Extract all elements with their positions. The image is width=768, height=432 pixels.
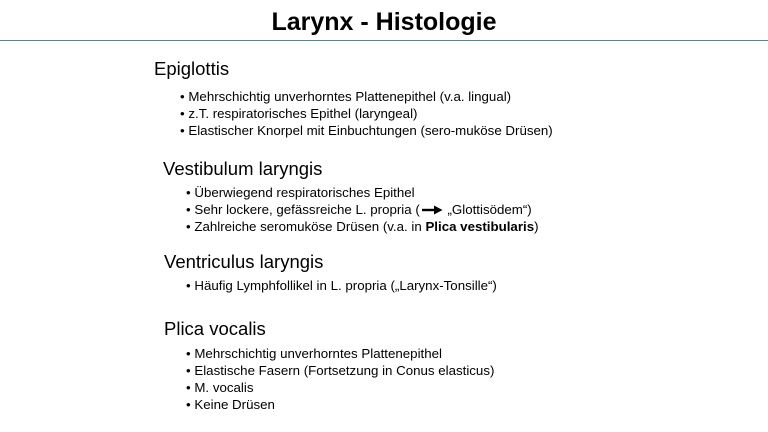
list-item: • M. vocalis bbox=[186, 379, 494, 396]
list-item: • Überwiegend respiratorisches Epithel bbox=[186, 184, 539, 201]
list-item-text: „Glottisödem“) bbox=[443, 202, 532, 217]
list-item: • Mehrschichtig unverhorntes Plattenepithel (v.a. lingual) bbox=[180, 88, 553, 105]
section-vestibulum-laryngis bbox=[163, 158, 539, 235]
right-arrow-icon bbox=[421, 205, 443, 215]
bullet-list bbox=[186, 277, 497, 294]
section-heading: Vestibulum laryngis bbox=[163, 158, 323, 179]
list-item-text: Sehr lockere, gefässreiche L. propria ( bbox=[194, 202, 420, 217]
emphasis-term: Plica vestibularis bbox=[425, 219, 535, 234]
bullet-list bbox=[180, 88, 553, 139]
bullet-list bbox=[186, 184, 539, 235]
section-epiglottis bbox=[154, 58, 553, 139]
list-item-text: Zahlreiche seromuköse Drüsen (v.a. in bbox=[194, 219, 426, 234]
section-heading: Ventriculus laryngis bbox=[164, 251, 324, 272]
section-plica-vocalis bbox=[164, 318, 494, 413]
list-item-text: ) bbox=[534, 219, 539, 234]
list-item: • Mehrschichtig unverhorntes Plattenepithel bbox=[186, 345, 494, 362]
title-divider bbox=[0, 40, 768, 41]
section-heading: Plica vocalis bbox=[164, 318, 266, 339]
section-ventriculus-laryngis bbox=[164, 251, 497, 294]
list-item bbox=[186, 218, 539, 235]
list-item: • z.T. respiratorisches Epithel (laryngeal) bbox=[180, 105, 553, 122]
list-item: • Elastischer Knorpel mit Einbuchtungen (sero-muköse Drüsen) bbox=[180, 122, 553, 139]
list-item: • Häufig Lymphfollikel in L. propria („Larynx-Tonsille“) bbox=[186, 277, 497, 294]
list-item: • Elastische Fasern (Fortsetzung in Conus elasticus) bbox=[186, 362, 494, 379]
slide-title: Larynx - Histologie bbox=[271, 8, 497, 36]
list-item: • Keine Drüsen bbox=[186, 396, 494, 413]
list-item bbox=[186, 201, 539, 218]
section-heading: Epiglottis bbox=[154, 58, 230, 79]
bullet-list bbox=[186, 345, 494, 413]
